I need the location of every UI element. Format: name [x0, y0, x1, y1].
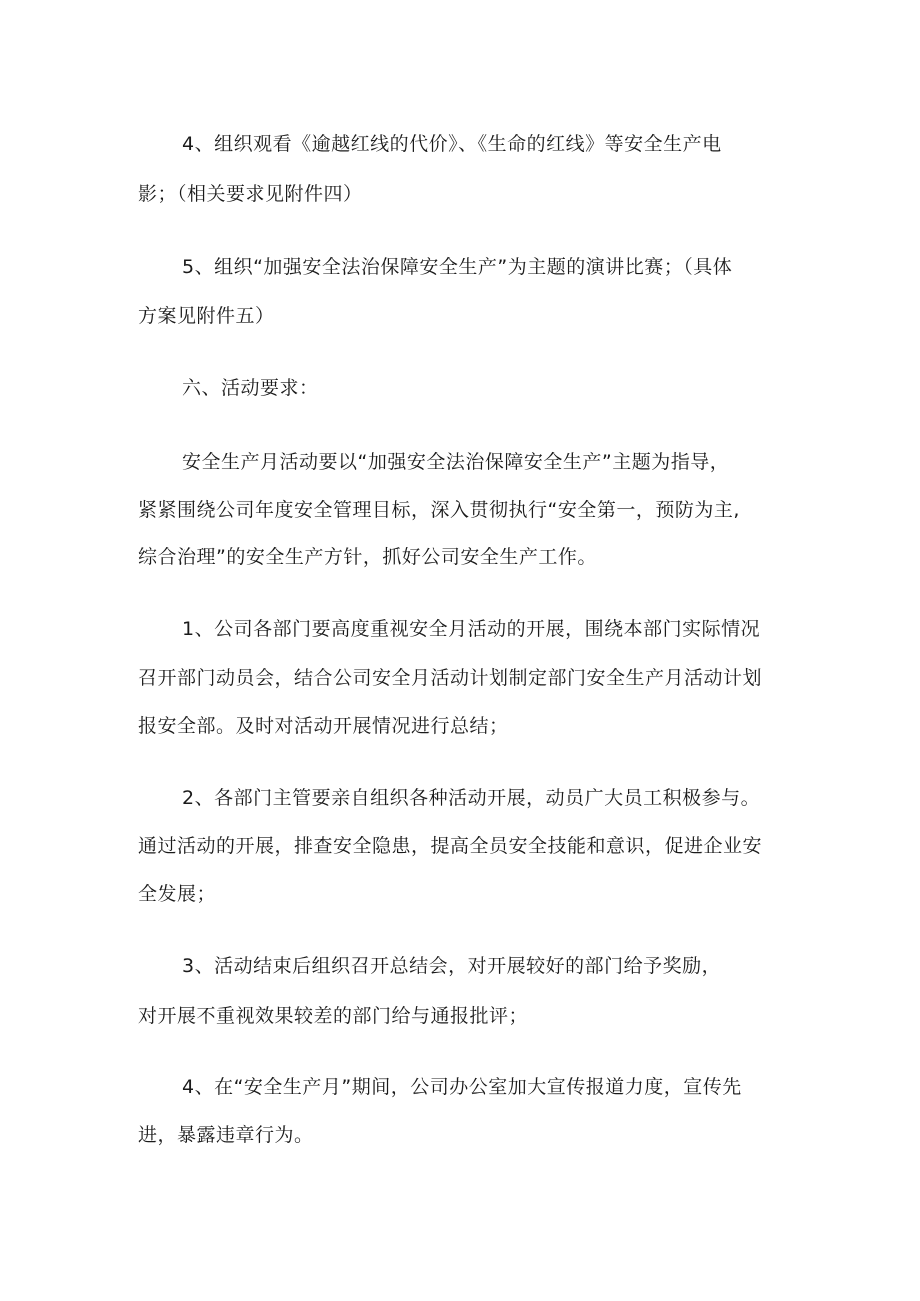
req-2-line-2: 通过活动的开展，排查安全隐患，提高全员安全技能和意识，促进企业安	[138, 835, 763, 857]
req-3-line-2: 对开展不重视效果较差的部门给与通报批评；	[138, 1005, 529, 1027]
intro-paragraph-line-1: 安全生产月活动要以“加强安全法治保障安全生产”主题为指导，	[182, 451, 730, 473]
section-6-heading: 六、活动要求：	[182, 377, 319, 399]
item-5-speech-line-2: 方案见附件五）	[138, 305, 275, 327]
item-4-films-line-2: 影；（相关要求见附件四）	[138, 183, 363, 205]
req-1-line-2: 召开部门动员会，结合公司安全月活动计划制定部门安全生产月活动计划	[138, 667, 763, 689]
item-5-speech-line-1: 5、组织“加强安全法治保障安全生产”为主题的演讲比赛；（具体	[182, 256, 733, 278]
req-4-line-1: 4、在“安全生产月”期间，公司办公室加大宣传报道力度，宣传先	[182, 1076, 742, 1098]
req-3-line-1: 3、活动结束后组织召开总结会，对开展较好的部门给予奖励，	[182, 955, 722, 977]
intro-paragraph-line-2: 紧紧围绕公司年度安全管理目标，深入贯彻执行“安全第一，预防为主,	[138, 499, 740, 521]
intro-paragraph-line-3: 综合治理”的安全生产方针，抓好公司安全生产工作。	[138, 546, 597, 568]
item-4-films-line-1: 4、组织观看《逾越红线的代价》、《生命的红线》等安全生产电	[182, 133, 722, 155]
req-1-line-3: 报安全部。及时对活动开展情况进行总结；	[138, 715, 509, 737]
req-1-line-1: 1、公司各部门要高度重视安全月活动的开展，围绕本部门实际情况	[182, 618, 761, 640]
req-2-line-1: 2、各部门主管要亲自组织各种活动开展，动员广大员工积极参与。	[182, 787, 761, 809]
req-4-line-2: 进，暴露违章行为。	[138, 1124, 314, 1146]
req-2-line-3: 全发展；	[138, 883, 217, 905]
